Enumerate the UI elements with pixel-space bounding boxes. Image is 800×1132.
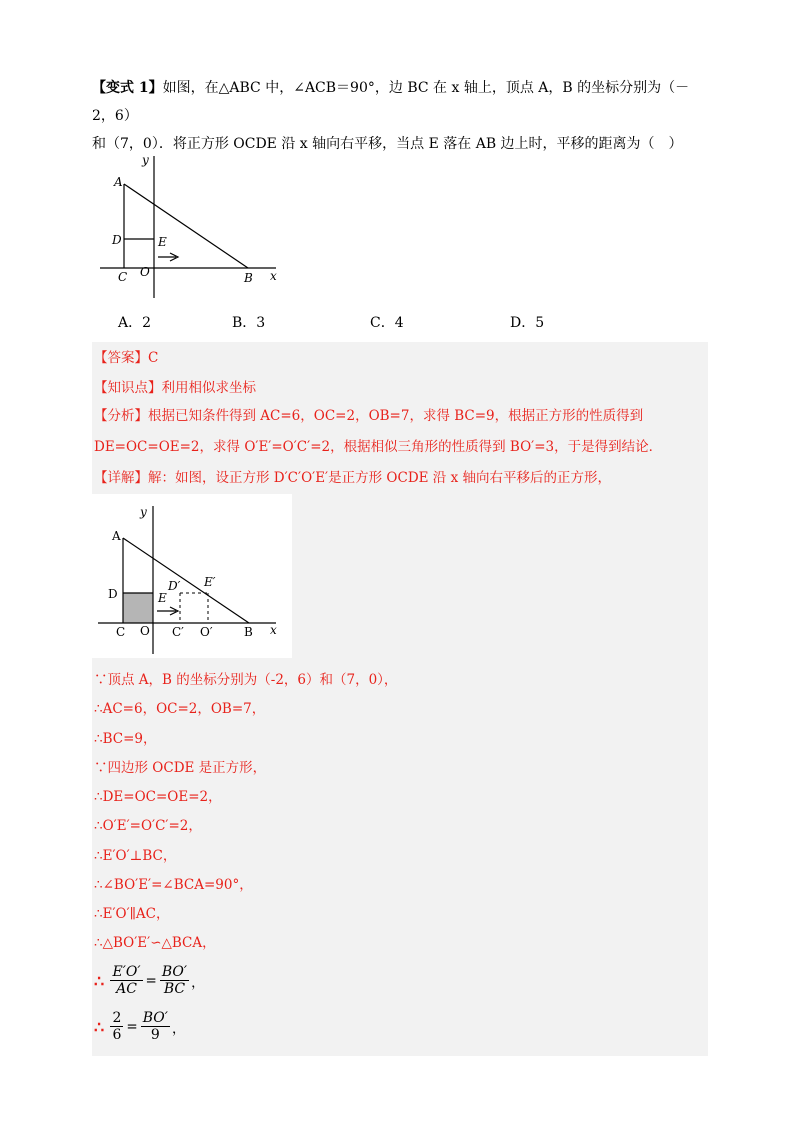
label-d: D bbox=[112, 233, 122, 247]
label-o-prime: O′ bbox=[200, 625, 213, 639]
label-c-prime: C′ bbox=[172, 625, 184, 639]
step-7: ∴E′O′⊥BC， bbox=[94, 848, 177, 864]
fraction-left: $\frac{E'O'}{AC}$ bbox=[112, 964, 141, 997]
fraction-right: $\frac{BO'}{9}$ bbox=[142, 1010, 168, 1043]
label-y: y bbox=[140, 505, 147, 519]
shaded-square bbox=[123, 593, 153, 623]
choice-c: C．4 bbox=[370, 315, 404, 331]
label-e-prime: E′ bbox=[204, 575, 216, 589]
problem-tag: 【变式 1】 bbox=[92, 80, 163, 96]
problem-line-1: 【变式 1】如图，在△ABC 中，∠ACB＝90°，边 BC 在 x 轴上，顶点 A，B 的坐标分别为（－2，6） bbox=[92, 80, 690, 124]
label-b: B bbox=[244, 625, 253, 639]
problem-statement bbox=[92, 74, 712, 158]
fraction-equation-1: ∴ $\frac{E'O'}{AC}$ = $\frac{BO'}{BC}$ ， bbox=[94, 964, 205, 997]
step-2: ∴AC=6，OC=2，OB=7， bbox=[94, 701, 266, 717]
step-4: ∵四边形 OCDE 是正方形， bbox=[94, 760, 267, 776]
solution-figure bbox=[92, 494, 292, 658]
label-d: D bbox=[108, 587, 118, 601]
label-o: O bbox=[140, 265, 150, 279]
fraction-left: $\frac{2}{6}$ bbox=[112, 1010, 122, 1043]
label-d-prime: D′ bbox=[168, 579, 181, 593]
label-a: A bbox=[112, 529, 121, 543]
problem-figure bbox=[98, 150, 288, 300]
analysis-line-1: 【分析】根据已知条件得到 AC=6，OC=2，OB=7，求得 BC=9，根据正方形的性质得到 bbox=[94, 408, 644, 424]
segment-ab bbox=[124, 184, 248, 268]
step-6: ∴O′E′=O′C′=2， bbox=[94, 818, 202, 834]
label-o: O bbox=[140, 624, 150, 638]
step-9: ∴E′O′∥AC， bbox=[94, 906, 170, 922]
solution-panel bbox=[92, 342, 708, 1056]
answer-line: 【答案】C bbox=[94, 350, 159, 366]
fraction-equation-2: ∴ $\frac{2}{6}$ = $\frac{BO'}{9}$ ， bbox=[94, 1010, 186, 1043]
label-e: E bbox=[158, 235, 167, 249]
step-3: ∴BC=9， bbox=[94, 731, 157, 747]
label-a: A bbox=[114, 175, 123, 189]
label-e: E bbox=[158, 591, 167, 605]
label-x: x bbox=[270, 269, 277, 283]
step-1: ∵顶点 A，B 的坐标分别为（-2，6）和（7，0）， bbox=[94, 672, 398, 688]
label-b: B bbox=[244, 271, 253, 285]
choice-a: A．2 bbox=[118, 315, 152, 331]
analysis-line-2: DE=OC=OE=2，求得 O′E′=O′C′=2，根据相似三角形的性质得到 BO′=3，于是得到结论． bbox=[94, 439, 663, 455]
step-10: ∴△BO′E′∽△BCA， bbox=[94, 935, 216, 951]
knowledge-line: 【知识点】利用相似求坐标 bbox=[94, 380, 256, 396]
label-c: C bbox=[118, 270, 128, 284]
detail-line: 【详解】解：如图，设正方形 D′C′O′E′是正方形 OCDE 沿 x 轴向右平移后的正方形， bbox=[94, 470, 611, 486]
fraction-right: $\frac{BO'}{BC}$ bbox=[161, 964, 188, 997]
choice-b: B．3 bbox=[232, 315, 266, 331]
step-5: ∴DE=OC=OE=2， bbox=[94, 789, 222, 805]
problem-line-2: 和（7，0）．将正方形 OCDE 沿 x 轴向右平移，当点 E 落在 AB 边上时，平移的距离为（ ） bbox=[92, 136, 683, 152]
step-8: ∴∠BO′E′=∠BCA=90°， bbox=[94, 877, 253, 893]
choice-d: D．5 bbox=[510, 315, 545, 331]
label-x: x bbox=[270, 623, 277, 637]
label-y: y bbox=[142, 153, 149, 167]
label-c: C bbox=[116, 625, 126, 639]
